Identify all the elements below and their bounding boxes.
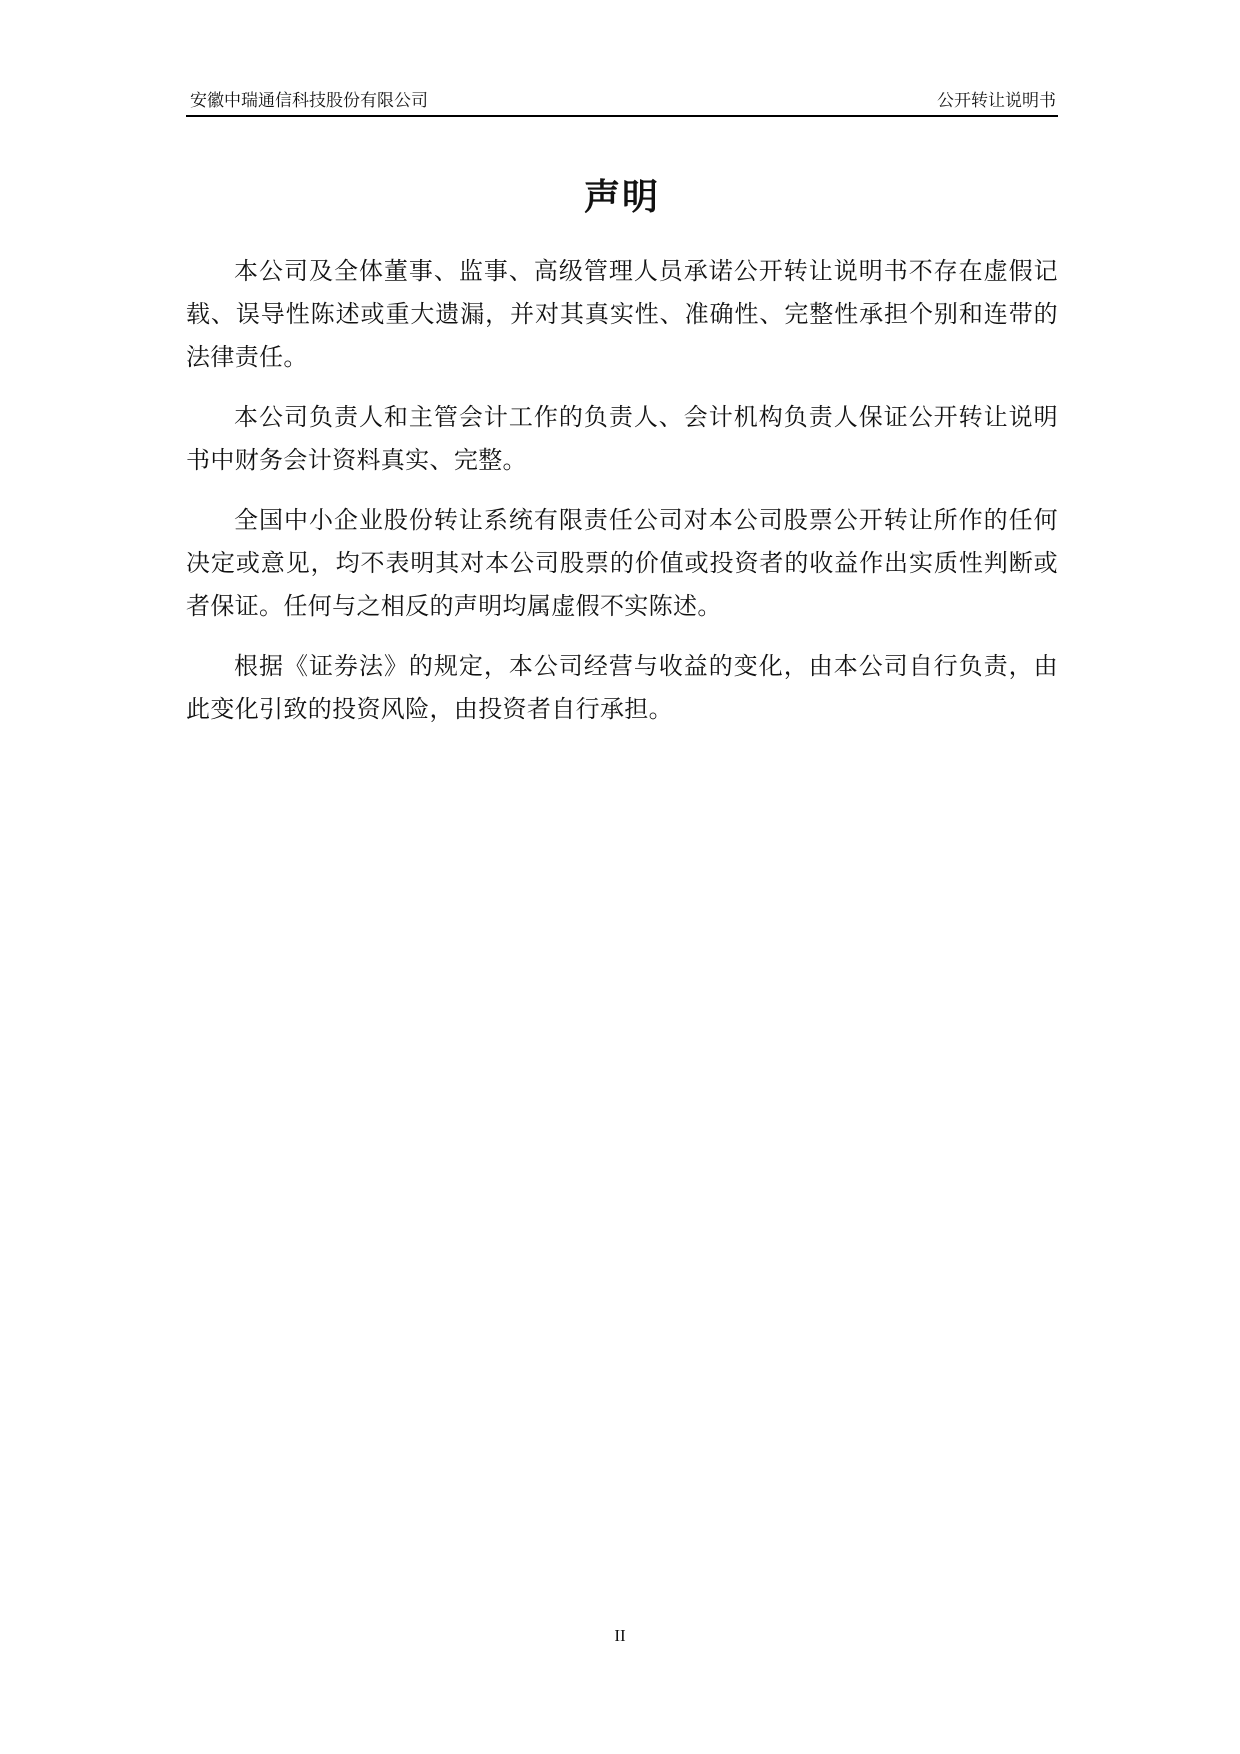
statement-paragraph-1: 本公司及全体董事、监事、高级管理人员承诺公开转让说明书不存在虚假记载、误导性陈述或重大遗漏，并对其真实性、准确性、完整性承担个别和连带的法律责任。 — [186, 257, 1058, 371]
header-document-type: 公开转让说明书 — [937, 91, 1056, 111]
statement-paragraph-3: 全国中小企业股份转让系统有限责任公司对本公司股票公开转让所作的任何决定或意见，均不表明其对本公司股票的价值或投资者的收益作出实质性判断或者保证。任何与之相反的声明均属虚假不实陈述。 — [186, 506, 1058, 620]
statement-paragraph-4: 根据《证券法》的规定，本公司经营与收益的变化，由本公司自行负责，由此变化引致的投资风险，由投资者自行承担。 — [186, 652, 1058, 723]
header-divider — [186, 115, 1058, 117]
statement-paragraph-2: 本公司负责人和主管会计工作的负责人、会计机构负责人保证公开转让说明书中财务会计资料真实、完整。 — [186, 403, 1058, 474]
page-title: 声明 — [583, 177, 660, 218]
page-number: II — [614, 1626, 626, 1645]
statement-body — [186, 250, 1058, 748]
page-header — [186, 88, 1058, 114]
header-company-name: 安徽中瑞通信科技股份有限公司 — [190, 91, 428, 111]
